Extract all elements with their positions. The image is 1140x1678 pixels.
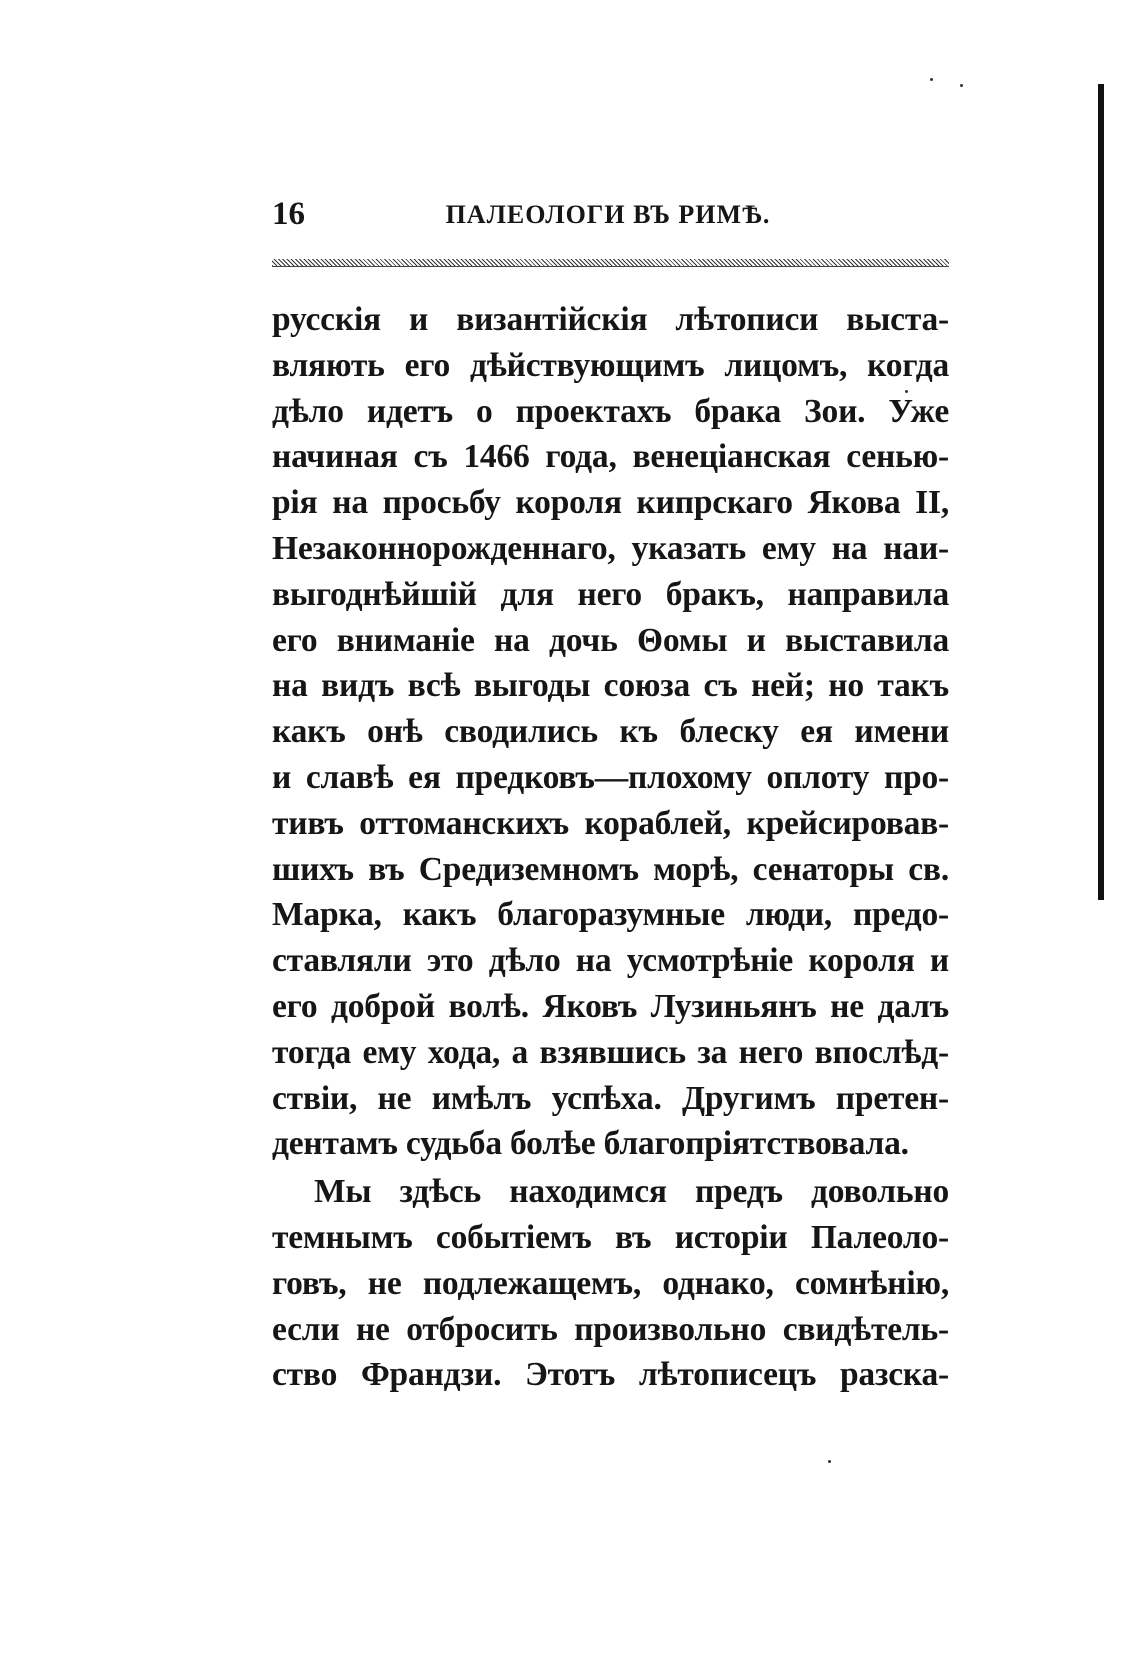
header-rule bbox=[272, 259, 949, 267]
paragraph-2 bbox=[272, 1169, 949, 1398]
paragraph-1 bbox=[272, 297, 949, 1167]
text-line: вляють его дѣйствующимъ лицомъ, когда bbox=[272, 346, 949, 384]
scan-speck bbox=[930, 78, 933, 81]
text-line: ство Франдзи. Этотъ лѣтописецъ разска- bbox=[272, 1356, 949, 1394]
text-line: и славѣ ея предковъ—плохому оплоту про- bbox=[272, 758, 949, 796]
scan-speck bbox=[828, 1460, 831, 1463]
text-line: Марка, какъ благоразумные люди, предо- bbox=[272, 896, 949, 934]
text-line: его доброй волѣ. Яковъ Лузиньянъ не далъ bbox=[272, 987, 949, 1025]
page-header bbox=[272, 196, 944, 236]
body-text bbox=[272, 297, 949, 1398]
text-line: выгоднѣйшій для него бракъ, направила bbox=[272, 575, 949, 613]
text-line: ствіи, не имѣлъ успѣха. Другимъ претен- bbox=[272, 1079, 949, 1117]
text-line: русскія и византійскія лѣтописи выста- bbox=[272, 301, 949, 338]
text-line: если не отбросить произвольно свидѣтель- bbox=[272, 1310, 949, 1348]
text-line: его вниманіе на дочь Θомы и выставила bbox=[272, 621, 949, 659]
text-line: Мы здѣсь находимся предъ довольно bbox=[314, 1173, 949, 1211]
text-line: дѣло идетъ о проектахъ брака Зои. Уже bbox=[272, 392, 949, 430]
text-line: на видъ всѣ выгоды союза съ ней; но такъ bbox=[272, 667, 949, 705]
text-line: Незаконнорожденнаго, указать ему на наи- bbox=[272, 529, 949, 567]
text-line: ставляли это дѣло на усмотрѣніе короля и bbox=[272, 942, 949, 980]
text-line: рія на просьбу короля кипрскаго Якова II, bbox=[272, 484, 949, 522]
page-spine-shadow bbox=[1098, 84, 1104, 900]
text-line: какъ онѣ сводились къ блеску ея имени bbox=[272, 713, 949, 751]
text-line: говъ, не подлежащемъ, однако, сомнѣнію, bbox=[272, 1264, 949, 1302]
running-title: ПАЛЕОЛОГИ ВЪ РИМѢ. bbox=[445, 200, 771, 229]
text-line: шихъ въ Средиземномъ морѣ, сенаторы св. bbox=[272, 850, 949, 888]
text-line: дентамъ судьба болѣе благопріятствовала. bbox=[272, 1125, 909, 1163]
text-line: тогда ему хода, а взявшись за него впослѣд- bbox=[272, 1033, 949, 1071]
scan-speck bbox=[960, 84, 963, 87]
text-line: темнымъ событіемъ въ исторіи Палеоло- bbox=[272, 1218, 949, 1256]
text-line: начиная съ 1466 года, венеціанская сенью- bbox=[272, 438, 949, 476]
page-number: 16 bbox=[272, 196, 305, 232]
text-line: тивъ оттоманскихъ кораблей, крейсировав- bbox=[272, 804, 949, 842]
